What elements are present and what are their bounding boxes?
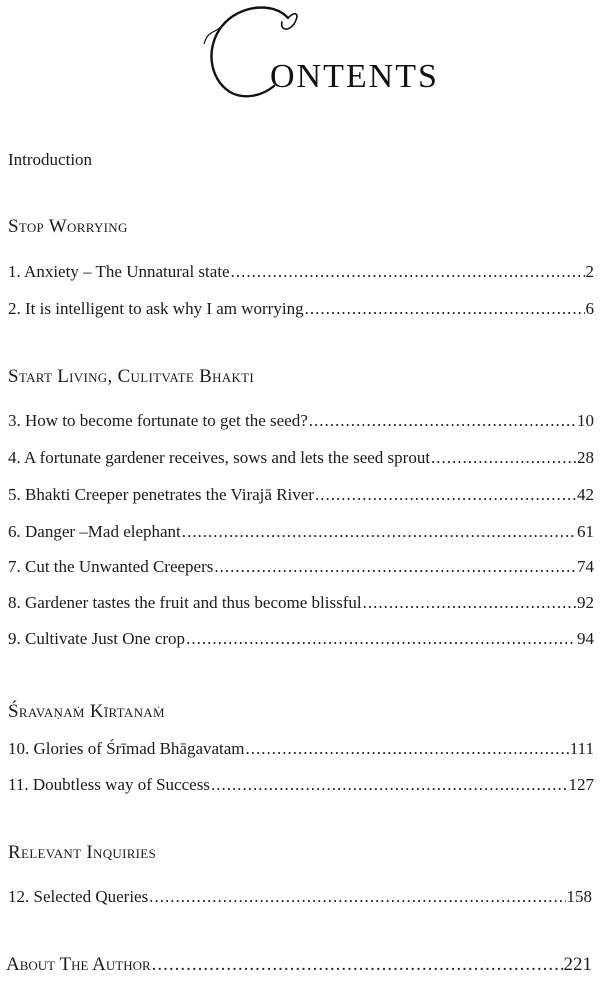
introduction-entry: Introduction [8,150,93,169]
dot-leader [214,557,576,577]
section-heading-stop-worrying: Stop Worrying [8,216,128,237]
entry-page: 94 [577,629,594,648]
toc-entry [8,887,592,907]
dot-leader [231,262,585,282]
toc-entry [8,629,594,649]
dot-leader [211,775,568,795]
section-heading-relevant-inquiries: Relevant Inquiries [8,842,157,863]
entry-page: 221 [563,954,592,975]
entry-title: 6. Danger –Mad elephant [8,522,181,541]
toc-entry [8,557,594,577]
entry-title: 4. A fortunate gardener receives, sows and lets the seed sprout [8,448,431,467]
contents-title [196,0,456,110]
entry-page: 28 [577,448,594,467]
dot-leader [431,448,576,468]
entry-title: 2. It is intelligent to ask why I am worrying [8,299,304,318]
entry-page: 6 [585,299,594,318]
toc-entry [8,775,594,795]
dot-leader [186,629,576,649]
dot-leader [149,887,565,907]
dot-leader [246,739,569,759]
dot-leader [152,954,563,976]
dot-leader [363,593,576,613]
toc-entry [8,522,594,542]
entry-title: 9. Cultivate Just One crop [8,629,186,648]
entry-page: 42 [577,485,594,504]
dot-leader [182,522,576,542]
entry-page: 111 [569,739,594,758]
entry-title: 10. Glories of Śrīmad Bhāgavatam [8,739,245,758]
entry-title: About The Author [6,954,151,975]
dot-leader [305,299,585,319]
toc-entry [8,411,594,431]
about-the-author-entry [6,954,592,976]
toc-entry [8,739,594,759]
toc-entry [8,299,594,319]
entry-page: 2 [585,262,594,281]
entry-page: 127 [568,775,594,794]
section-heading-start-living: Start Living, Culitvate Bhakti [8,366,255,387]
section-heading-sravanam-kirtanam: Śravaṇaṁ Kīrtanaṁ [8,701,165,722]
entry-title: 5. Bhakti Creeper penetrates the Virajā River [8,485,314,504]
entry-title: 11. Doubtless way of Success [8,775,210,794]
entry-page: 74 [577,557,594,576]
title-text: ONTENTS [270,58,439,95]
toc-entry [8,262,594,282]
dot-leader [315,485,576,505]
entry-page: 158 [566,887,592,906]
entry-title: 12. Selected Queries [8,887,149,906]
entry-page: 61 [577,522,594,541]
toc-entry [8,448,594,468]
entry-title: 3. How to become fortunate to get the seed? [8,411,308,430]
dot-leader [309,411,576,431]
entry-page: 10 [577,411,594,430]
entry-title: 7. Cut the Unwanted Creepers [8,557,214,576]
toc-entry [8,593,594,613]
entry-title: 1. Anxiety – The Unnatural state [8,262,230,281]
entry-title: 8. Gardener tastes the fruit and thus become blissful [8,593,362,612]
toc-entry [8,485,594,505]
entry-page: 92 [577,593,594,612]
